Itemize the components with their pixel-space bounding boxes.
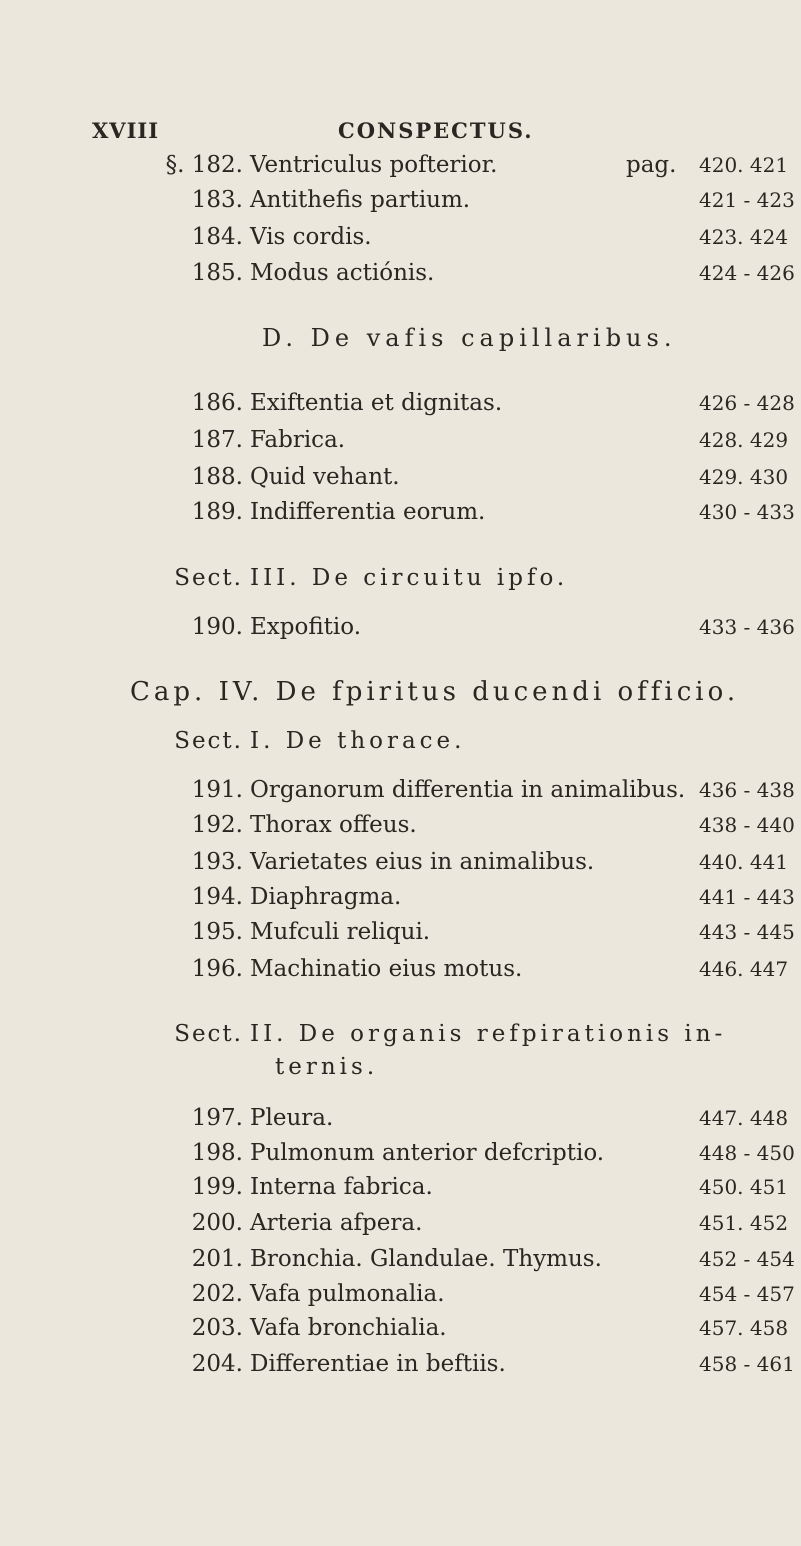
entry-pages: 451. 452 <box>699 1211 789 1235</box>
entry-number: 183. <box>191 187 243 213</box>
chapter-heading: Cap. IV. De fpiritus ducendi officio. <box>130 677 740 707</box>
toc-entry <box>0 1242 801 1276</box>
entry-number: 196. <box>191 956 243 982</box>
entry-pages: 450. 451 <box>699 1175 789 1199</box>
section-label: Sect. <box>174 565 243 591</box>
toc-entry <box>0 220 801 254</box>
toc-entry <box>0 880 801 914</box>
entry-number: 203. <box>191 1315 243 1341</box>
toc-entry <box>0 845 801 879</box>
entry-number: 198. <box>191 1140 243 1166</box>
subsection-heading: D. De vafis capillaribus. <box>262 324 677 352</box>
entry-title: Thorax offeus. <box>250 812 417 838</box>
toc-entry <box>0 1170 801 1204</box>
entry-title: Bronchia. Glandulae. Thymus. <box>250 1246 602 1272</box>
entry-number: 195. <box>191 919 243 945</box>
toc-entry <box>0 915 801 949</box>
section-title-continuation: ternis. <box>275 1054 379 1080</box>
entry-pages: 436 - 438 <box>699 778 795 802</box>
entry-number: 192. <box>191 812 243 838</box>
entry-title: Pleura. <box>250 1105 334 1131</box>
section-label: Sect. <box>174 1021 243 1047</box>
toc-entry <box>0 610 801 644</box>
toc-entry <box>0 423 801 457</box>
entry-pages: 457. 458 <box>699 1316 789 1340</box>
entry-pages: 433 - 436 <box>699 615 795 639</box>
entry-pages: 421 - 423 <box>699 188 795 212</box>
entry-title: Modus actiónis. <box>250 260 435 286</box>
entry-pages: 447. 448 <box>699 1106 789 1130</box>
toc-entry <box>0 1101 801 1135</box>
entry-number: 191. <box>191 777 243 803</box>
toc-entry <box>0 1311 801 1345</box>
entry-number: 187. <box>191 427 243 453</box>
entry-pages: 420. 421 <box>699 153 789 177</box>
section-title: III. De circuitu ipfo. <box>250 565 569 591</box>
toc-entry <box>0 1277 801 1311</box>
entry-number: 194. <box>191 884 243 910</box>
entry-number: 202. <box>191 1281 243 1307</box>
entry-title: Quid vehant. <box>250 464 400 490</box>
entry-title: Interna fabrica. <box>250 1174 433 1200</box>
entry-title: Pulmonum anterior defcriptio. <box>250 1140 605 1166</box>
entry-title: Exiftentia et dignitas. <box>250 390 503 416</box>
section-heading-continuation <box>0 1050 801 1084</box>
entry-title: Diaphragma. <box>250 884 402 910</box>
entry-pages: 446. 447 <box>699 957 789 981</box>
entry-title: Expofitio. <box>250 614 362 640</box>
entry-pages: 454 - 457 <box>699 1282 795 1306</box>
entry-title: Machinatio eius motus. <box>250 956 523 982</box>
toc-entry <box>0 495 801 529</box>
toc-entry <box>0 1347 801 1381</box>
entry-number: 188. <box>191 464 243 490</box>
section-title: II. De organis refpirationis in- <box>250 1021 727 1047</box>
entry-number: 189. <box>191 499 243 525</box>
entry-number: 204. <box>191 1351 243 1377</box>
entry-title: Indifferentia eorum. <box>250 499 486 525</box>
section-heading <box>0 1017 801 1051</box>
toc-entry <box>0 773 801 807</box>
entry-number: 199. <box>191 1174 243 1200</box>
entry-number: 197. <box>191 1105 243 1131</box>
entry-number: §. 182. <box>165 152 243 178</box>
entry-title: Differentiae in beftiis. <box>250 1351 506 1377</box>
toc-entry <box>0 952 801 986</box>
entry-pages: 458 - 461 <box>699 1352 795 1376</box>
entry-number: 190. <box>191 614 243 640</box>
entry-pages: 428. 429 <box>699 428 789 452</box>
entry-title: Mufculi reliqui. <box>250 919 431 945</box>
entry-pages: 429. 430 <box>699 465 789 489</box>
page-number: XVIII <box>92 118 160 143</box>
entry-title: Fabrica. <box>250 427 346 453</box>
entry-pages: 430 - 433 <box>699 500 795 524</box>
entry-pages: 438 - 440 <box>699 813 795 837</box>
toc-entry <box>0 808 801 842</box>
entry-pages: 423. 424 <box>699 225 789 249</box>
toc-entry <box>0 148 801 182</box>
entry-title: Organorum differentia in animalibus. <box>250 777 686 803</box>
entry-pages: 440. 441 <box>699 850 789 874</box>
section-label: Sect. <box>174 728 243 754</box>
entry-number: 200. <box>191 1210 243 1236</box>
entry-title: Antithefis partium. <box>250 187 471 213</box>
entry-pages: 448 - 450 <box>699 1141 795 1165</box>
toc-entry <box>0 460 801 494</box>
entry-number: 193. <box>191 849 243 875</box>
entry-pages: 424 - 426 <box>699 261 795 285</box>
entry-number: 185. <box>191 260 243 286</box>
entry-number: 186. <box>191 390 243 416</box>
section-heading <box>0 724 801 758</box>
entry-title: Arteria afpera. <box>250 1210 423 1236</box>
entry-title: Vafa pulmonalia. <box>250 1281 445 1307</box>
pag-label: pag. <box>626 152 677 178</box>
section-heading <box>0 561 801 595</box>
entry-pages: 443 - 445 <box>699 920 795 944</box>
toc-entry <box>0 183 801 217</box>
entry-title: Vis cordis. <box>250 224 372 250</box>
section-title: I. De thorace. <box>250 728 466 754</box>
toc-entry <box>0 256 801 290</box>
entry-pages: 426 - 428 <box>699 391 795 415</box>
toc-entry <box>0 1136 801 1170</box>
entry-title: Varietates eius in animalibus. <box>250 849 595 875</box>
entry-title: Vafa bronchialia. <box>250 1315 447 1341</box>
toc-entry <box>0 386 801 420</box>
entry-number: 201. <box>191 1246 243 1272</box>
entry-title: Ventriculus pofterior. <box>250 152 498 178</box>
toc-entry <box>0 1206 801 1240</box>
entry-pages: 441 - 443 <box>699 885 795 909</box>
entry-number: 184. <box>191 224 243 250</box>
entry-pages: 452 - 454 <box>699 1247 795 1271</box>
running-title: CONSPECTUS. <box>338 118 534 143</box>
